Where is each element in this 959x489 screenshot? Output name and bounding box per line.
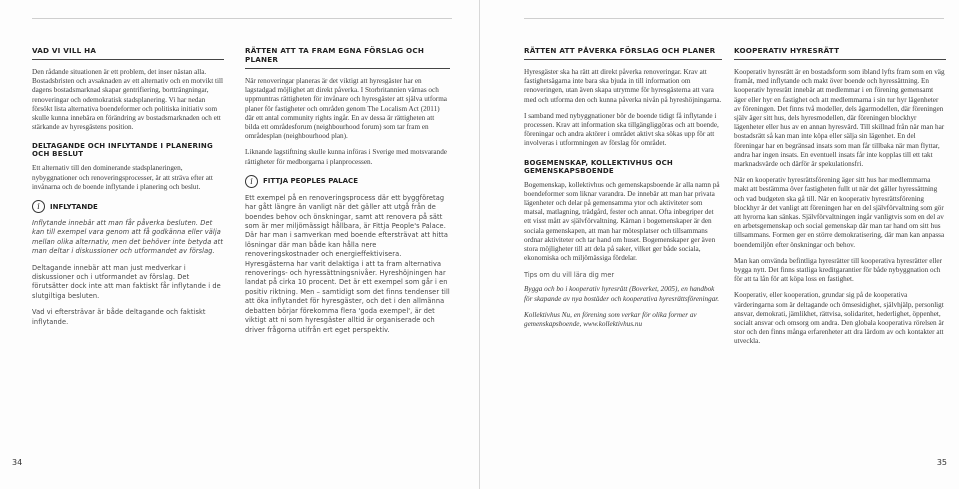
paragraph: Hyresgäster ska ha rätt att direkt påverka renoveringar. Krav att fastighetsägarna inte bara ska bjuda in till information om renoveringen, utan även skapa utrymme för hyresgästerna att vara med och utforma den och kunna påverka nivån på hyreshöjningarna.: [524, 68, 722, 104]
paragraph: När en kooperativ hyresrättsförening äger sitt hus har medlemmarna makt att bestämma över fastigheten fullt ut när det gäller hyressättning och vad budgeten ska gå till. När en kooperativ hyresrättsförening blockhyr är det vanligt att föreningen har en del självförvaltning som gör att hyrorna kan sänkas. Självförvaltningen ingår vanligtvis som en del av en arbetsgemenskap och social gemenskap där man tar hand om sitt hus tillsammans. Formen ger en större demokratisering, där man kan anpassa boendemiljön efter önskningar och behov.: [734, 176, 945, 249]
paragraph: När renoveringar planeras är det viktigt att hyresgäster har en lagstadgad möjlighet att direkt påverka. I Storbritannien värnas och uppmuntras rättigheten för invånare och hyresgäster att själva utforma planer för fastigheter och områden genom The Localism Act (2011) där ett antal community rights ingår. En av dessa är rättigheten att bilda ett områdesforum (neighbourhood forum) som tar fram en områdesplan (neighbourhood plan).: [245, 77, 447, 141]
info-icon: i: [32, 200, 45, 213]
column-kooperativ-hyresratt: [734, 46, 946, 354]
tip-item: Bygga och bo i kooperativ hyresrätt (Boverket, 2005), en handbok för skapande av nya bostäder och kooperativa hyresrättsföreningar.: [524, 285, 720, 303]
subheading: DELTAGANDE OCH INFLYTANDE I PLANERING OCH BESLUT: [32, 142, 213, 159]
info-box-title: [245, 175, 450, 188]
tips-heading: Tips om du vill lära dig mer: [524, 271, 615, 280]
column-ratten-egna-forslag: [245, 46, 450, 342]
paragraph: Den rådande situationen är ett problem, det inser nästan alla. Bostadsbristen och avsaknaden av ett alternativ och en motvikt till dagens bostadsmarknad skapar gentrifiering, bortträngningar, renoveringar och odemokratisk stadsplanering. Vi har nedan försökt lista alternativa boendeformer och politiska initiativ som skulle kunna innebära en förändring av bostadsmarknaden och ett stärkande av hyresgästens position.: [32, 68, 224, 132]
paragraph: Ett alternativ till den dominerande stadsplaneringen, nybyggnationer och renoveringsprocesser, är att sträva efter att invånarna och de boende inflytande i planering och beslut.: [32, 164, 213, 191]
info-box-heading: FITTJA PEOPLES PALACE: [263, 177, 358, 186]
info-paragraph: Deltagande innebär att man just medverkar i diskussioner och i utformandet av förslag. Det förutsätter dock inte att man faktiskt får inflytande i de slutgiltiga besluten.: [32, 263, 221, 300]
info-paragraph: Vad vi eftersträvar är både deltagande och faktiskt inflytande.: [32, 308, 206, 326]
right-page: [480, 0, 959, 489]
page-number-left: 34: [12, 458, 23, 467]
info-box-heading: INFLYTANDE: [50, 202, 98, 211]
section-heading: RÄTTEN ATT PÅVERKA FÖRSLAG OCH PLANER: [524, 46, 722, 60]
section-heading: RÄTTEN ATT TA FRAM EGNA FÖRSLAG OCH PLANER: [245, 46, 450, 69]
top-rule-right: [524, 18, 944, 19]
top-rule-left: [32, 18, 452, 19]
tip-item: Kollektivhus Nu, en förening som verkar för olika former av gemenskapsboende, www.kollektivhus.nu: [524, 310, 697, 329]
paragraph: I samband med nybyggnationer bör de boende tidigt få inflytande i processen. Krav att information ska tillgängliggöras och att boende, föreningar och andra aktörer i området aktivt ska sökas upp för att involveras i utformningen av förslag för området.: [524, 111, 719, 148]
section-heading: VAD VI VILL HA: [32, 46, 224, 60]
paragraph: Bogemenskap, kollektivhus och gemenskapsboende är alla namn på boendeformer som liknar varandra. De innebär att man har privata lägenheter och delar på gemensamma ytor och aktiviteter som matsal, matlagning, trädgård, fester och annat. Ofta inbegriper det ett visst mått av självförvaltning. Kärnan i bogemenskaper är den sociala gemenskapen, att man har mötesplatser och tillsammans ordnar aktiviteter och tar hand om huset. Bogemenskaper ger även stora möjligheter till att dela på saker, vilket ger både sociala, ekonomiska och miljömässiga fördelar.: [524, 180, 720, 263]
column-vad-vi-vill-ha: [32, 46, 224, 334]
section-heading: KOOPERATIV HYRESRÄTT: [734, 46, 946, 60]
paragraph: Man kan omvända befintliga hyresrätter till kooperativa hyresrätter eller bygga nytt. Det finns statliga kreditgarantier för både nybyggnation och för att ta lån för att köpa loss en fastighet.: [734, 256, 942, 284]
info-icon: i: [245, 175, 258, 188]
info-box-body: [245, 194, 450, 335]
page-number-right: 35: [936, 458, 947, 467]
info-paragraph: Inflytande innebär att man får påverka besluten. Det kan till exempel vara genom att få godkänna eller välja mellan olika alternativ, men det behöver inte betyda att man deltar i diskussioner och utformandet av förslag.: [32, 219, 224, 256]
subheading: BOGEMENSKAP, KOLLEKTIVHUS OCH GEMENSKAPSBOENDE: [524, 158, 673, 175]
info-paragraph: Ett exempel på en renoveringsprocess där ett byggföretag har gått längre än vanligt när det gäller att utgå från de boendes behov och önskningar, samt att renovera på sätt som är mer miljömässigt hållbara, är Fittja People's Palace. Där har man i samverkan med boende eftersträvat att hitta lösningar där man både kan hålla nere renoveringskostnader och energieffektivisera. Hyresgästerna har varit delaktiga i att ta fram alternativa renoverings- och hyressättningsnivåer. Hyreshöjningen har landat på cirka 10 procent. Det är ett exempel som går i en positiv riktning. Men – samtidigt som det finns tendenser till att öka inflytandet för hyresgäster, och det i den allmänna debatten börjar förekomma flera 'goda exempel', är det viktigt att ni som hyresgäster alltid är organiserade och driver frågorna utifrån ert eget perspektiv.: [245, 193, 450, 334]
paragraph: Kooperativ, eller kooperation, grundar sig på de kooperativa värderingarna som är deltagande och ömsesidighet, självhjälp, personligt ansvar, demokrati, jämlikhet, rättvisa, solidaritet, hederlighet, öppenhet, socialt ansvar och omsorg om andra. Den globala kooperativa rörelsen är stor och den finns många erfarenheter att dra lärdom av och kontakter att utveckla.: [734, 291, 945, 346]
paragraph: Kooperativ hyresrätt är en bostadsform som ibland lyfts fram som en väg framåt, med inflytande och makt över boende och hyressättning. En kooperativ hyresrätt innebär att medlemmar i en förening gemensamt äger eller hyr en fastighet och att medlemmarna i sin tur hyr lägenheter av föreningen. Det finns två modeller, dels ägarmodellen, där föreningen själv äger sitt hus, dels hyresmodellen, där föreningen blockhyr lägenheter eller hus av en annan hyresvärd. Till skillnad från när man har bostadsrätt så kan man inte köpa eller sälja sin lägenhet. En del föreningar har en begränsad insats som man får tillbaka när man flyttar, andra har ingen insats. En eventuell insats får inte kopplas till ett takt marknadsvärde och därför är spekulationsfri.: [734, 68, 945, 169]
column-ratten-paverka: [524, 46, 722, 336]
info-box-body: [32, 219, 224, 327]
info-box-title: [32, 200, 224, 213]
paragraph: Liknande lagstiftning skulle kunna införas i Sverige med motsvarande rättigheter för medborgarna i planprocessen.: [245, 148, 448, 166]
